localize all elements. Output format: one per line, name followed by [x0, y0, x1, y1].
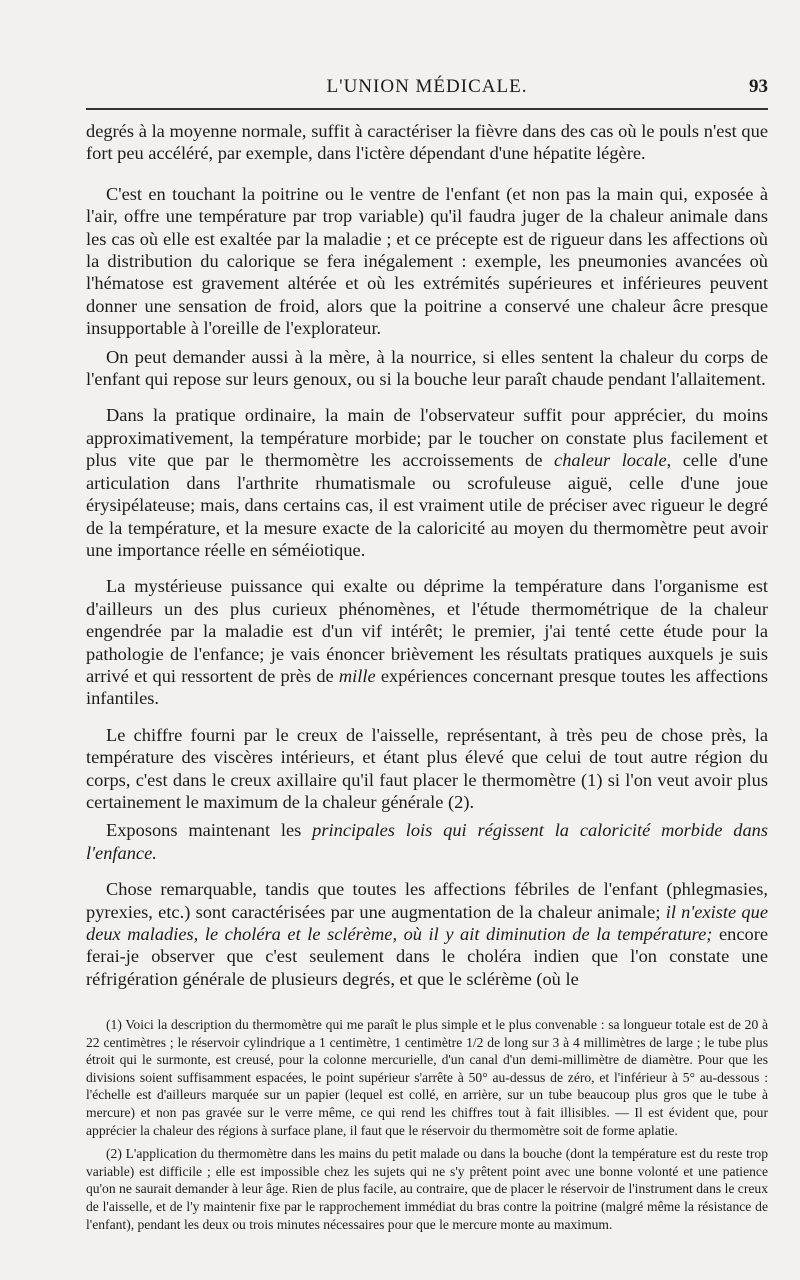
footnotes — [86, 1016, 768, 1239]
text-run: expériences concernant presque toutes les affections infantiles. — [86, 665, 769, 709]
paragraph-chest-touch: C'est en touchant la poitrine ou le ventre de l'enfant (et non pas la main qui, exposée à l'air, offre une température par trop variable) qu'il faudra juger de la chaleur animale dans les cas où elle est exaltée par la maladie ; et ce précepte est de rigueur dans les affections où la distribution du calorique se fera inégalement : exemple, les pneumonies avancées où l'hématose est gravement altérée et où les extrémités supérieures et inférieures peuvent donner une sensation de froid, alors que la poitrine a conservé une chaleur âcre presque insupportable à l'oreille de l'explorateur. — [86, 183, 768, 339]
text-run: Chose remarquable, tandis que toutes les affections fébriles de l'enfant (phlegmasies, pyrexies, etc.) sont caractérisées par une augmentation de la chaleur animale; — [86, 879, 768, 922]
paragraph-ordinary-practice — [86, 404, 768, 561]
emphasis-text: principales lois qui régissent la caloricité morbide dans l'enfance. — [86, 820, 768, 863]
page-number: 93 — [749, 76, 768, 97]
text-run: , celle d'une articulation dans l'arthrite rhumatismale ou scrofuleuse aiguë, celle d'une joue érysipélateuse; mais, dans certains cas, il est vraiment utile de préciser avec rigueur le degré de la température, et la mesure exacte de la caloricité au moyen du thermomètre peut avoir une importance réelle en séméiotique. — [86, 450, 768, 560]
text-run: Dans la pratique ordinaire, la main de l'observateur suffit pour apprécier, du moins approximativement, la température morbide; par le toucher on constate plus facilement et plus vite que par le thermomètre les accroissements de — [86, 405, 768, 471]
emphasis-text: mille — [338, 665, 376, 686]
footnote-1: (1) Voici la description du thermomètre qui me paraît le plus simple et le plus convenable : sa longueur totale est de 20 à 22 centimètres ; le réservoir cylindrique a 1 centimètre, 1 centimètre 1/2 de long sur 3 à 4 millimètres de large ; le tube plus étroit qui le surmonte, est creusé, pour la colonne mercurielle, d'un canal d'un demi-millimètre de diamètre. Pour que les divisions soient suffisamment espacées, le point supérieur s'arrête à 50° au-dessus de zéro, et l'inférieur à 5° au-dessous : l'échelle est d'ailleurs marquée sur un papier (lequel est collé, en arrière, sur un tube beaucoup plus gros que le tube à mercure) et non pas gravée sur le verre même, ce qui rend les chiffres tout à fait illisibles. — Il est évident que, pour apprécier la chaleur des régions à surface plane, il faut que le réservoir du thermomètre soit de forme aplatie. — [86, 1017, 768, 1138]
running-header — [86, 76, 768, 102]
main-text — [86, 120, 768, 1004]
footnote-2: (2) L'application du thermomètre dans les mains du petit malade ou dans la bouche (dont la température est du reste trop variable) est difficile ; elle est impossible chez les sujets qui ne s'y prêtent point avec une bonne volonté et une patience qu'on ne saurait demander à leur âge. Rien de plus facile, au contraire, que de placer le réservoir de l'instrument dans le creux de l'aisselle, et de l'y maintenir fixe par le rapprochement immédiat du bras contre la poitrine (malgré même la résistance de l'enfant), pendant les deux ou trois minutes nécessaires pour que le mercure monte au maximum. — [86, 1146, 768, 1232]
paragraph-remarkable — [86, 878, 768, 990]
text-run: La mystérieuse puissance qui exalte ou déprime la température dans l'organisme est d'ailleurs un des plus curieux phénomènes, et l'étude thermométrique de la chaleur engendrée par la maladie est d'un vif intérêt; le premier, j'ai tenté cette étude pour la pathologie de l'enfance; je vais énoncer brièvement les résultats pratiques auxquels je suis arrivé et qui ressortent de près de — [86, 576, 768, 686]
paragraph-continuation: degrés à la moyenne normale, suffit à caractériser la fièvre dans des cas où le pouls n'est que fort peu accéléré, par exemple, dans l'ictère dépendant d'une hépatite légère. — [86, 121, 768, 164]
text-run: encore ferai-je observer que c'est seulement dans le choléra indien que l'on constate une réfrigération générale de plusieurs degrés, et que le sclérème (où le — [86, 924, 768, 989]
text-run: Exposons maintenant les — [106, 820, 313, 841]
paragraph-mysterious-power — [86, 575, 768, 709]
header-rule — [86, 108, 768, 110]
paragraph-mother-nurse: On peut demander aussi à la mère, à la nourrice, si elles sentent la chaleur du corps de l'enfant qui repose sur leurs genoux, ou si la bouche leur paraît chaude pendant l'allaitement. — [86, 346, 768, 390]
paragraph-armpit: Le chiffre fourni par le creux de l'aisselle, représentant, à très peu de chose près, la température des viscères intérieurs, et étant plus élevé que celui de tout autre région du corps, c'est dans le creux axillaire qu'il faut placer le thermomètre (1) si l'on veut avoir plus certainement le maximum de la chaleur générale (2). — [86, 724, 768, 812]
emphasis-text: il n'existe que deux maladies, le choléra et le sclérème, où il y ait diminution de la température; — [86, 901, 768, 944]
journal-title: L'UNION MÉDICALE. — [326, 76, 528, 97]
emphasis-text: chaleur locale — [554, 450, 667, 471]
paragraph-laws — [86, 819, 768, 864]
